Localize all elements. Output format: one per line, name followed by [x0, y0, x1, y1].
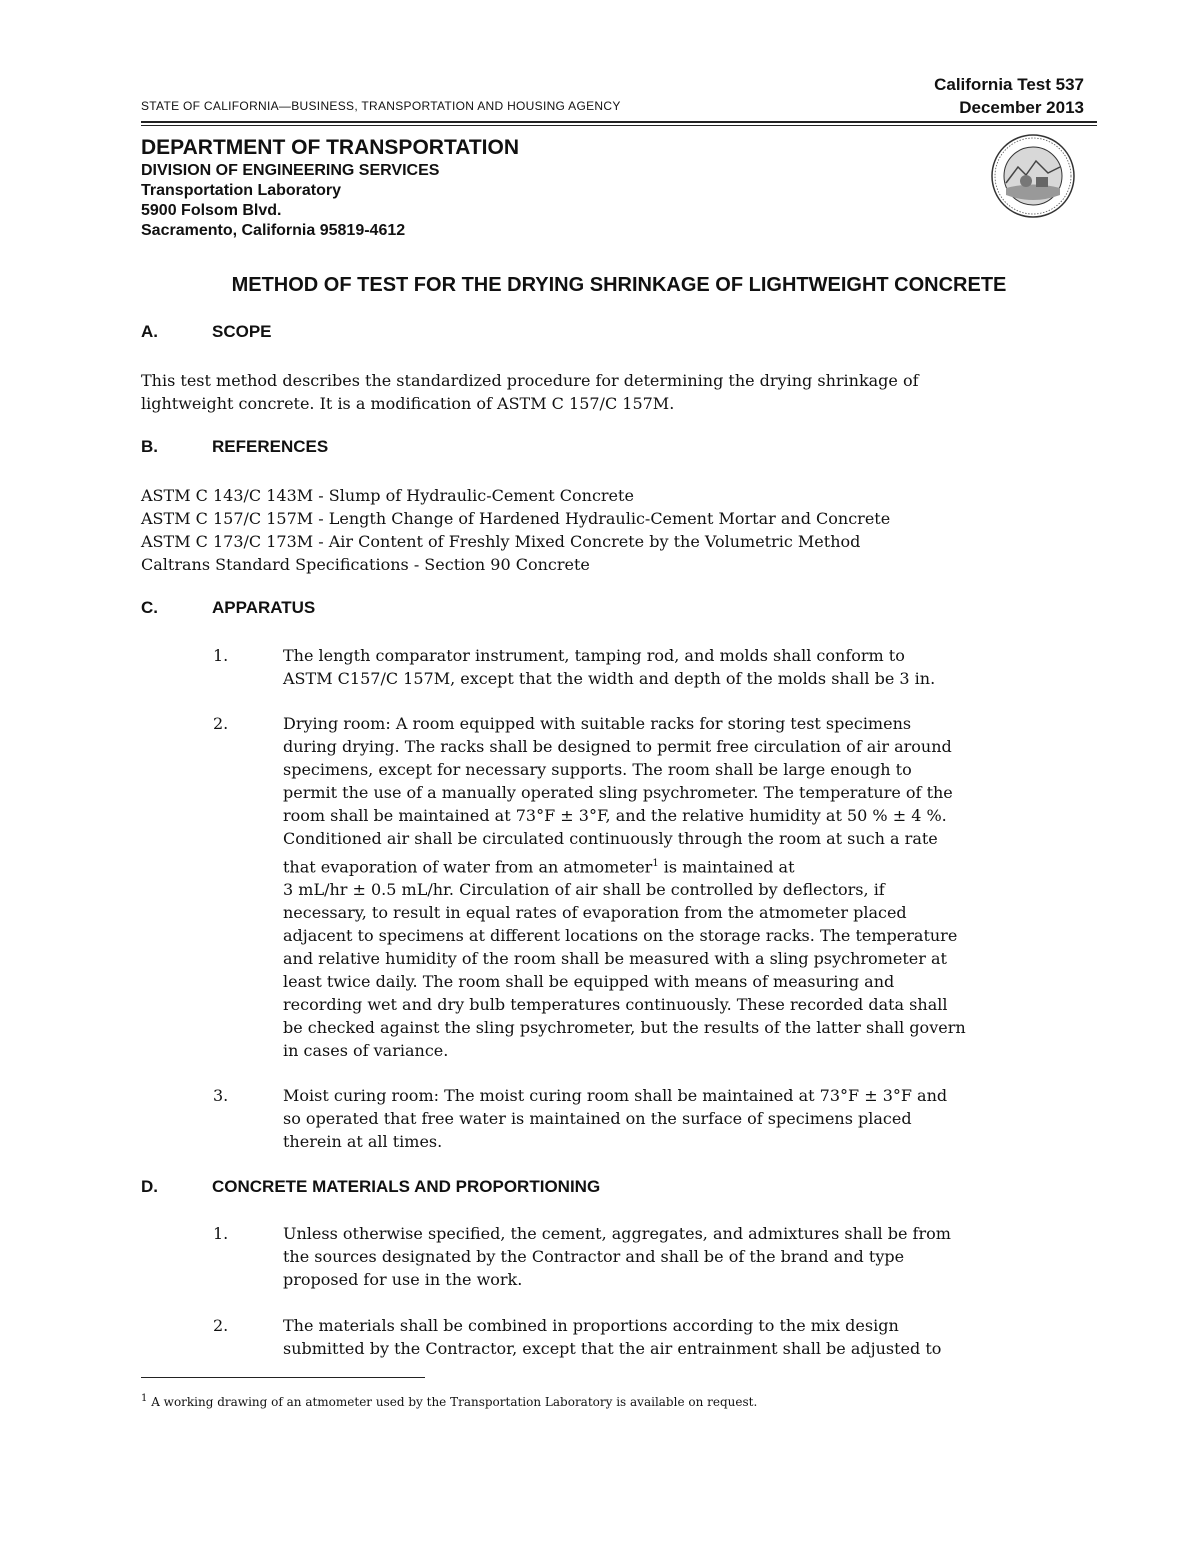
- reference-item: Caltrans Standard Specifications - Section 90 Concrete: [141, 555, 590, 574]
- department-block: [141, 135, 519, 241]
- reference-item: ASTM C 157/C 157M - Length Change of Hardened Hydraulic-Cement Mortar and Concrete: [141, 509, 891, 528]
- text-line: so operated that free water is maintained on the surface of specimens placed: [283, 1109, 912, 1128]
- text-line-with-footnote: [283, 852, 1088, 878]
- text-line: therein at all times.: [283, 1132, 443, 1151]
- section-title: APPARATUS: [212, 598, 316, 617]
- text-line: adjacent to specimens at different locations on the storage racks. The temperature: [283, 926, 958, 946]
- text-line: Unless otherwise specified, the cement, aggregates, and admixtures shall be from: [283, 1224, 951, 1243]
- city-address: Sacramento, California 95819-4612: [141, 222, 406, 239]
- text-line: The length comparator instrument, tamping rod, and molds shall conform to: [283, 646, 905, 665]
- text-line: The materials shall be combined in proportions according to the mix design: [283, 1316, 899, 1335]
- scope-paragraph: [141, 369, 1091, 415]
- text-line: proposed for use in the work.: [283, 1270, 523, 1289]
- division-name: DIVISION OF ENGINEERING SERVICES: [141, 162, 440, 179]
- lab-name: Transportation Laboratory: [141, 182, 342, 199]
- section-letter: B.: [141, 437, 158, 456]
- text-line: the sources designated by the Contractor and shall be of the brand and type: [283, 1247, 905, 1266]
- text-fragment: is maintained at: [658, 857, 795, 877]
- text-line: be checked against the sling psychrometer, but the results of the latter shall govern: [283, 1018, 966, 1038]
- text-line: permit the use of a manually operated sling psychrometer. The temperature of the: [283, 783, 953, 802]
- text-line: in cases of variance.: [283, 1041, 449, 1061]
- header-rule-thick: [141, 121, 1097, 123]
- section-c-heading: [141, 598, 315, 618]
- text-line: Drying room: A room equipped with suitable racks for storing test specimens: [283, 714, 912, 733]
- references-list: [141, 484, 1091, 576]
- item-number: 1.: [213, 1224, 229, 1243]
- item-number: 2.: [213, 714, 229, 733]
- text-line: ASTM C157/C 157M, except that the width and depth of the molds shall be 3 in.: [283, 669, 936, 688]
- document-title: METHOD OF TEST FOR THE DRYING SHRINKAGE OF LIGHTWEIGHT CONCRETE: [231, 274, 1007, 296]
- footnote-separator: [141, 1377, 425, 1378]
- header-rule-thin: [141, 125, 1097, 126]
- text-fragment: that evaporation of water from an atmometer: [283, 857, 653, 877]
- text-line: and relative humidity of the room shall be measured with a sling psychrometer at: [283, 949, 947, 969]
- footnote-reference[interactable]: 1: [652, 858, 659, 869]
- item-number: 3.: [213, 1086, 229, 1105]
- state-seal-icon: [990, 133, 1076, 219]
- section-d-heading: [141, 1177, 600, 1197]
- text-line: lightweight concrete. It is a modification of ASTM C 157/C 157M.: [141, 394, 675, 413]
- test-number: California Test 537: [934, 75, 1084, 94]
- text-line: necessary, to result in equal rates of evaporation from the atmometer placed: [283, 903, 907, 923]
- text-line: room shall be maintained at 73°F ± 3°F, and the relative humidity at 50 % ± 4 %.: [283, 806, 947, 825]
- section-title: REFERENCES: [212, 437, 329, 456]
- text-line: Conditioned air shall be circulated continuously through the room at such a rate: [283, 829, 938, 848]
- section-letter: D.: [141, 1177, 158, 1196]
- item-number: 1.: [213, 646, 229, 665]
- section-letter: A.: [141, 322, 158, 341]
- test-date: December 2013: [959, 98, 1084, 117]
- item-number: 2.: [213, 1316, 229, 1335]
- section-a-heading: [141, 322, 272, 342]
- reference-item: ASTM C 143/C 143M - Slump of Hydraulic-Cement Concrete: [141, 486, 634, 505]
- department-name: DEPARTMENT OF TRANSPORTATION: [141, 136, 519, 159]
- test-identifier: [934, 73, 1084, 119]
- agency-header: STATE OF CALIFORNIA—BUSINESS, TRANSPORTATION AND HOUSING AGENCY: [141, 99, 621, 113]
- text-line: 3 mL/hr ± 0.5 mL/hr. Circulation of air shall be controlled by deflectors, if: [283, 880, 885, 900]
- text-line: during drying. The racks shall be designed to permit free circulation of air around: [283, 737, 952, 756]
- text-line: specimens, except for necessary supports. The room shall be large enough to: [283, 760, 912, 779]
- section-letter: C.: [141, 598, 158, 617]
- section-b-heading: [141, 437, 328, 457]
- text-line: This test method describes the standardized procedure for determining the drying shrinkage of: [141, 371, 919, 390]
- text-line: submitted by the Contractor, except that the air entrainment shall be adjusted to: [283, 1339, 942, 1358]
- text-line: least twice daily. The room shall be equipped with means of measuring and: [283, 972, 895, 992]
- text-line: recording wet and dry bulb temperatures continuously. These recorded data shall: [283, 995, 948, 1015]
- reference-item: ASTM C 173/C 173M - Air Content of Freshly Mixed Concrete by the Volumetric Method: [141, 532, 861, 551]
- section-title: CONCRETE MATERIALS AND PROPORTIONING: [212, 1177, 601, 1196]
- footnote-mark: 1: [141, 1393, 148, 1404]
- footnote-text: A working drawing of an atmometer used by the Transportation Laboratory is available on request.: [147, 1395, 758, 1409]
- footnote: [141, 1393, 757, 1409]
- text-line: Moist curing room: The moist curing room shall be maintained at 73°F ± 3°F and: [283, 1086, 948, 1105]
- section-title: SCOPE: [212, 322, 272, 341]
- street-address: 5900 Folsom Blvd.: [141, 202, 282, 219]
